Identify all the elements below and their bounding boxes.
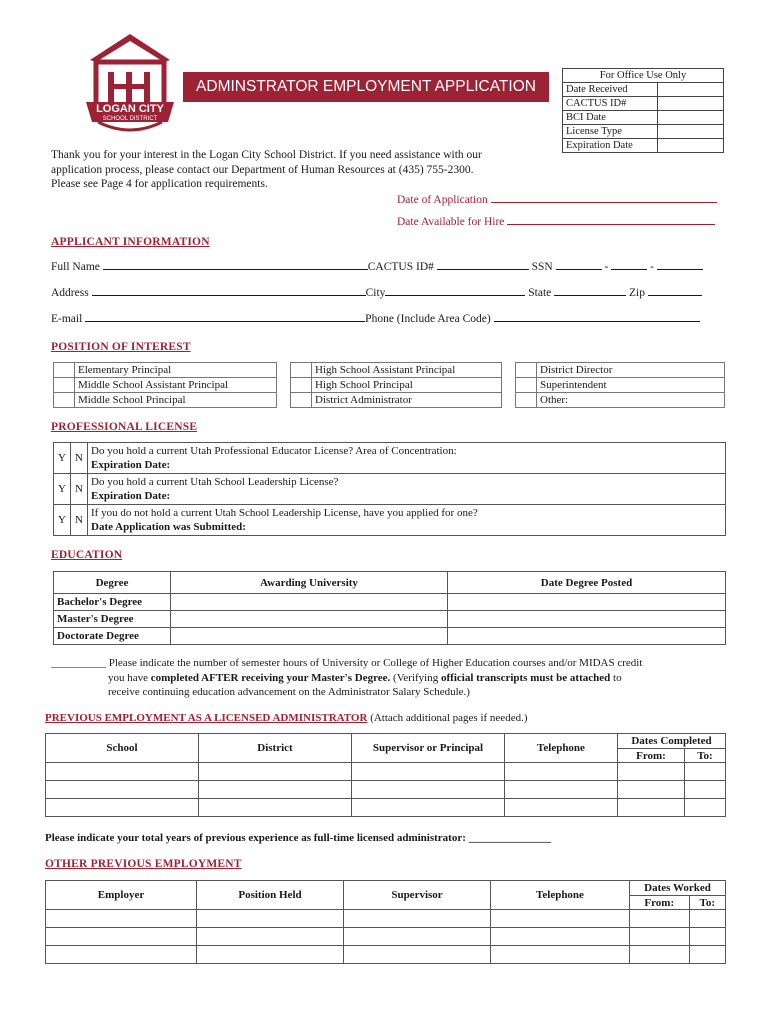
no-option[interactable]: N	[71, 474, 88, 505]
name-row: Full Name CACTUS ID# SSN - -	[51, 259, 703, 273]
state-label: State	[528, 287, 552, 299]
intro-text	[51, 148, 561, 192]
university-field[interactable]	[171, 594, 448, 611]
position-group-3	[515, 362, 725, 408]
email-field[interactable]	[85, 311, 365, 322]
entry-cell[interactable]	[689, 946, 725, 964]
to-header: To:	[684, 749, 725, 763]
credit-hours-field[interactable]: __________	[51, 657, 106, 669]
address-field[interactable]	[92, 285, 366, 296]
from-header: From:	[618, 749, 685, 763]
credit-note-text: you have	[108, 671, 151, 684]
prev-admin-col-header: School	[46, 734, 199, 763]
date-posted-field[interactable]	[448, 594, 726, 611]
applicant-heading: APPLICANT INFORMATION	[51, 236, 210, 248]
entry-cell[interactable]	[618, 763, 685, 781]
office-use-heading: For Office Use Only	[563, 69, 724, 83]
cactus-label: CACTUS ID#	[367, 261, 434, 273]
prev-admin-note: (Attach additional pages if needed.)	[367, 712, 528, 724]
full-name-label: Full Name	[51, 261, 100, 273]
zip-field[interactable]	[648, 285, 702, 296]
education-col-header: Awarding University	[171, 572, 448, 594]
no-option[interactable]: N	[71, 443, 88, 474]
prev-admin-col-header: Supervisor or Principal	[352, 734, 505, 763]
prev-admin-col-header: District	[199, 734, 352, 763]
entry-cell[interactable]	[352, 763, 505, 781]
position-checkbox[interactable]	[291, 378, 312, 393]
education-col-header: Date Degree Posted	[448, 572, 726, 594]
position-option: District Administrator	[312, 393, 502, 408]
degree-label: Bachelor's Degree	[54, 594, 171, 611]
entry-cell[interactable]	[618, 781, 685, 799]
entry-cell[interactable]	[197, 910, 344, 928]
credit-note-text: (Verifying	[390, 671, 441, 684]
entry-cell[interactable]	[684, 763, 725, 781]
education-heading: EDUCATION	[51, 549, 123, 561]
state-field[interactable]	[554, 285, 626, 296]
entry-cell[interactable]	[505, 781, 618, 799]
license-table	[53, 442, 726, 536]
office-row-label: Date Received	[563, 83, 658, 97]
date-available-field[interactable]	[507, 214, 715, 225]
office-row-label: License Type	[563, 125, 658, 139]
yes-option[interactable]: Y	[54, 474, 71, 505]
entry-cell[interactable]	[630, 946, 690, 964]
position-checkbox[interactable]	[516, 378, 537, 393]
license-subfield: Date Application was Submitted:	[91, 521, 246, 533]
position-option: High School Principal	[312, 378, 502, 393]
no-option[interactable]: N	[71, 505, 88, 536]
credit-note-line: receive continuing education advancement on the Administrator Salary Schedule.)	[108, 686, 470, 698]
entry-cell[interactable]	[46, 946, 197, 964]
date-posted-field[interactable]	[448, 628, 726, 645]
zip-label: Zip	[629, 287, 645, 299]
entry-cell[interactable]	[344, 946, 491, 964]
other-prev-col-header: Supervisor	[344, 881, 491, 910]
office-field[interactable]	[658, 83, 724, 97]
cactus-field[interactable]	[437, 259, 529, 270]
prev-admin-col-header: Telephone	[505, 734, 618, 763]
position-option: District Director	[537, 363, 725, 378]
credit-note-bold: completed AFTER receiving your Master's Degree.	[150, 671, 391, 684]
office-use-box	[562, 68, 724, 153]
entry-cell[interactable]	[46, 763, 199, 781]
university-field[interactable]	[171, 611, 448, 628]
email-row	[51, 311, 700, 325]
degree-label: Doctorate Degree	[54, 628, 171, 645]
license-subfield: Expiration Date:	[91, 459, 171, 471]
entry-cell[interactable]	[505, 763, 618, 781]
office-field[interactable]	[658, 111, 724, 125]
ssn-part1[interactable]	[556, 259, 602, 270]
position-option: Middle School Assistant Principal	[75, 378, 277, 393]
position-checkbox[interactable]	[54, 378, 75, 393]
office-field[interactable]	[658, 139, 724, 153]
district-logo	[80, 30, 180, 138]
office-row-label: CACTUS ID#	[563, 97, 658, 111]
other-prev-col-header: Position Held	[197, 881, 344, 910]
office-row-label: Expiration Date	[563, 139, 658, 153]
position-checkbox[interactable]	[54, 393, 75, 408]
logo-text-sub: SCHOOL DISTRICT	[102, 116, 158, 122]
entry-cell[interactable]	[352, 781, 505, 799]
position-option: Other:	[537, 393, 725, 408]
date-available-label: Date Available for Hire	[397, 216, 505, 228]
position-checkbox[interactable]	[54, 363, 75, 378]
entry-cell[interactable]	[684, 799, 725, 817]
position-option: Superintendent	[537, 378, 725, 393]
position-heading: POSITION OF INTEREST	[51, 341, 191, 353]
phone-label: Phone (Include Area Code)	[365, 313, 491, 325]
position-option: Elementary Principal	[75, 363, 277, 378]
other-prev-table	[45, 880, 726, 964]
position-option: Middle School Principal	[75, 393, 277, 408]
entry-cell[interactable]	[618, 799, 685, 817]
ssn-part2[interactable]	[611, 259, 647, 270]
office-row-label: BCI Date	[563, 111, 658, 125]
city-label: City	[365, 287, 386, 299]
entry-cell[interactable]	[46, 781, 199, 799]
entry-cell[interactable]	[199, 763, 352, 781]
email-label: E-mail	[51, 313, 83, 325]
entry-cell[interactable]	[199, 781, 352, 799]
date-application-label: Date of Application	[397, 194, 488, 206]
credit-note-text: to	[610, 671, 622, 684]
position-checkbox[interactable]	[516, 393, 537, 408]
office-field[interactable]	[658, 125, 724, 139]
entry-cell[interactable]	[505, 799, 618, 817]
other-prev-col-header: Telephone	[491, 881, 630, 910]
other-prev-heading: OTHER PREVIOUS EMPLOYMENT	[45, 858, 242, 870]
position-checkbox[interactable]	[291, 363, 312, 378]
entry-cell[interactable]	[199, 799, 352, 817]
logo-text-main: LOGAN CITY	[96, 103, 164, 115]
entry-cell[interactable]	[689, 910, 725, 928]
other-prev-col-header: Employer	[46, 881, 197, 910]
degree-label: Master's Degree	[54, 611, 171, 628]
office-field[interactable]	[658, 97, 724, 111]
entry-cell[interactable]	[684, 781, 725, 799]
license-question: Do you hold a current Utah Professional Educator License? Area of Concentration:	[91, 445, 457, 457]
intro-line: application process, please contact our Department of Human Resources at (435) 755-2300.	[51, 163, 474, 176]
license-question: If you do not hold a current Utah School Leadership License, have you applied for one?	[91, 507, 478, 519]
intro-line: Thank you for your interest in the Logan City School District. If you need assistance with our	[51, 149, 482, 161]
license-question: Do you hold a current Utah School Leadership License?	[91, 476, 339, 488]
dates-completed-header: Dates Completed	[618, 734, 726, 749]
entry-cell[interactable]	[197, 928, 344, 946]
entry-cell[interactable]	[344, 928, 491, 946]
ssn-part3[interactable]	[657, 259, 703, 270]
date-posted-field[interactable]	[448, 611, 726, 628]
address-label: Address	[51, 287, 89, 299]
education-col-header: Degree	[54, 572, 171, 594]
position-group-1	[53, 362, 277, 408]
yes-option[interactable]: Y	[54, 505, 71, 536]
date-application-field[interactable]	[491, 192, 717, 203]
entry-cell[interactable]	[46, 910, 197, 928]
prev-admin-heading-row	[45, 712, 528, 724]
entry-cell[interactable]	[197, 946, 344, 964]
to-header: To:	[689, 896, 725, 910]
entry-cell[interactable]	[491, 946, 630, 964]
entry-cell[interactable]	[630, 928, 690, 946]
intro-line: Please see Page 4 for application requirements.	[51, 178, 268, 190]
prev-admin-table	[45, 733, 726, 817]
phone-field[interactable]	[494, 311, 700, 322]
position-option: High School Assistant Principal	[312, 363, 502, 378]
form-title: ADMINSTRATOR EMPLOYMENT APPLICATION	[183, 72, 549, 102]
license-subfield: Expiration Date:	[91, 490, 171, 502]
entry-cell[interactable]	[46, 928, 197, 946]
credit-note	[51, 656, 731, 700]
ssn-label: SSN	[531, 261, 553, 273]
entry-cell[interactable]	[46, 799, 199, 817]
entry-cell[interactable]	[352, 799, 505, 817]
entry-cell[interactable]	[630, 910, 690, 928]
entry-cell[interactable]	[689, 928, 725, 946]
entry-cell[interactable]	[491, 910, 630, 928]
city-field[interactable]	[385, 285, 525, 296]
position-checkbox[interactable]	[516, 363, 537, 378]
entry-cell[interactable]	[344, 910, 491, 928]
university-field[interactable]	[171, 628, 448, 645]
education-table	[53, 571, 726, 645]
credit-note-line: Please indicate the number of semester hours of University or College of Higher Education courses and/or MIDAS credit	[108, 657, 643, 669]
credit-note-bold: official transcripts must be attached	[441, 671, 611, 684]
address-row	[51, 285, 702, 299]
dates-worked-header: Dates Worked	[630, 881, 726, 896]
entry-cell[interactable]	[491, 928, 630, 946]
position-checkbox[interactable]	[291, 393, 312, 408]
from-header: From:	[630, 896, 690, 910]
date-available-row	[397, 214, 715, 228]
position-group-2	[290, 362, 502, 408]
license-heading: PROFESSIONAL LICENSE	[51, 421, 198, 433]
years-experience-note[interactable]: Please indicate your total years of previous experience as full-time licensed administrator: _______________	[45, 832, 552, 844]
yes-option[interactable]: Y	[54, 443, 71, 474]
date-application-row	[397, 192, 717, 206]
full-name-field[interactable]	[103, 259, 368, 270]
prev-admin-heading: PREVIOUS EMPLOYMENT AS A LICENSED ADMINISTRATOR	[45, 712, 368, 724]
